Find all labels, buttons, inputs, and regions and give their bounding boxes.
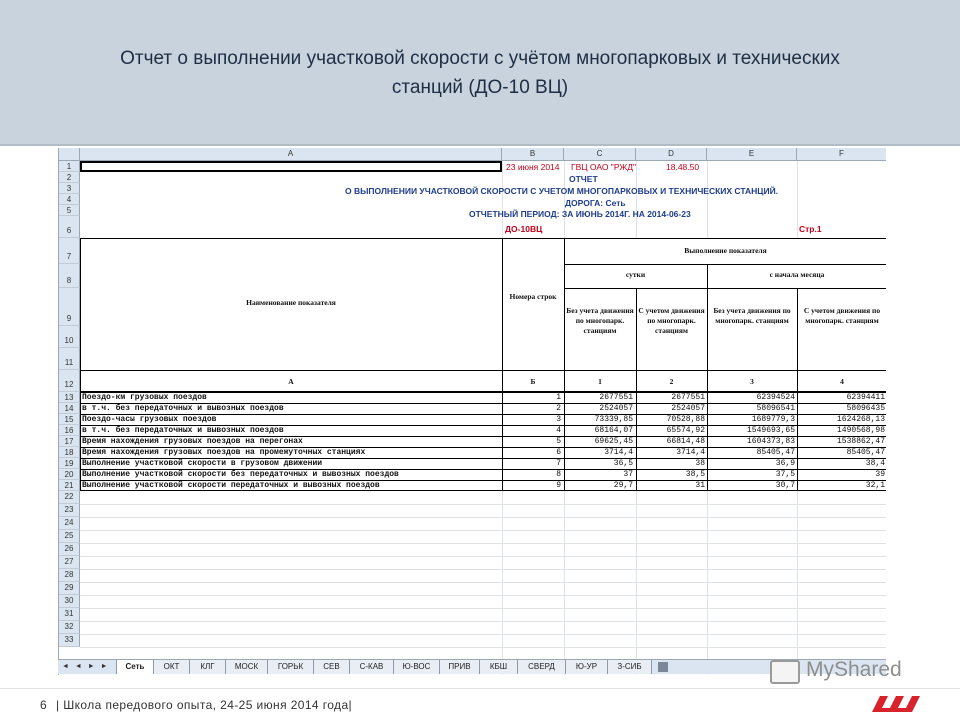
header-month-no-multipark: Без учета движения по многопарк. станциям (713, 306, 791, 325)
title-band (0, 0, 960, 146)
table-cell: 65574,92 (666, 426, 705, 435)
footer-text: | Школа передового опыта, 24-25 июня 2014 года| (56, 698, 353, 712)
table-cell: 69625,45 (594, 437, 633, 446)
report-period: ОТЧЕТНЫЙ ПЕРИОД: ЗА ИЮНЬ 2014Г. НА 2014-06-23 (469, 209, 691, 219)
table-row-number: 8 (556, 470, 561, 479)
table-cell: 36,5 (613, 459, 633, 468)
column-header-d[interactable]: D (636, 148, 707, 161)
row-number[interactable]: 2 (59, 172, 80, 183)
report-page: Стр.1 (799, 224, 822, 234)
watermark-icon (770, 660, 800, 684)
row-number[interactable]: 9 (59, 288, 80, 326)
header-day-no-multipark: Без учета движения по многопарк. станциям (566, 306, 634, 335)
header-col-3: 3 (750, 377, 754, 386)
row-number[interactable]: 1 (59, 161, 80, 172)
table-row-name: Время нахождения грузовых поездов на промежуточных станциях (82, 448, 366, 457)
row-number[interactable]: 31 (59, 608, 80, 621)
row-number[interactable]: 32 (59, 621, 80, 634)
report-time: 18.48.50 (666, 162, 700, 172)
table-cell: 38 (695, 459, 705, 468)
header-letter-b: Б (530, 377, 536, 386)
column-header-f[interactable]: F (797, 148, 886, 161)
table-cell: 58096541 (756, 404, 795, 413)
table-cell: 1624268,13 (836, 415, 885, 424)
header-performance: Выполнение показателя (684, 246, 767, 255)
table-row-name: Выполнение участковой скорости в грузовом движении (82, 459, 323, 468)
table-row-name: в т.ч. без передаточных и вывозных поездов (82, 426, 284, 435)
row-number[interactable]: 11 (59, 348, 80, 370)
row-number[interactable]: 12 (59, 370, 80, 392)
report-heading: ОТЧЕТ (569, 174, 598, 184)
table-cell: 32,1 (865, 481, 885, 490)
table-row-name: Поездо-часы грузовых поездов (82, 415, 217, 424)
table-cell: 1490568,98 (836, 426, 885, 435)
row-number[interactable]: 4 (59, 194, 80, 205)
table-cell: 1549693,65 (746, 426, 795, 435)
tab-sev[interactable]: СЕВ (314, 660, 350, 674)
header-indicator-name: Наименование показателя (246, 298, 336, 307)
column-header-c[interactable]: C (564, 148, 636, 161)
table-cell: 62394411 (846, 393, 885, 402)
slide-title-line-1: Отчет о выполнении участковой скорости с учётом многопарковых и технических (120, 48, 840, 69)
row-number[interactable]: 20 (59, 469, 80, 480)
table-cell: 2677551 (671, 393, 705, 402)
row-number[interactable]: 15 (59, 414, 80, 425)
tab-yu-ur[interactable]: Ю-УР (566, 660, 608, 674)
header-month-with-multipark: С учетом движения по многопарк. станциям (803, 306, 881, 325)
row-number[interactable]: 18 (59, 447, 80, 458)
row-number[interactable]: 13 (59, 392, 80, 403)
column-header-a[interactable]: A (80, 148, 502, 161)
table-cell: 66814,48 (666, 437, 705, 446)
row-number[interactable]: 19 (59, 458, 80, 469)
table-cell: 73339,85 (594, 415, 633, 424)
table-row-name: Выполнение участковой скорости без передаточных и вывозных поездов (82, 470, 399, 479)
table-row-number: 1 (556, 393, 561, 402)
table-cell: 85405,47 (846, 448, 885, 457)
table-cell: 2524057 (599, 404, 633, 413)
row-number[interactable]: 7 (59, 238, 80, 264)
tab-sverd[interactable]: СВЕРД (518, 660, 566, 674)
header-month: с начала месяца (769, 270, 825, 279)
tab-klg[interactable]: КЛГ (190, 660, 226, 674)
table-cell: 38,4 (865, 459, 885, 468)
table-cell: 31 (695, 481, 705, 490)
tab-yu-vos[interactable]: Ю-ВОС (394, 660, 440, 674)
table-row-number: 3 (556, 415, 561, 424)
row-number[interactable]: 29 (59, 582, 80, 595)
table-cell: 1538862,47 (836, 437, 885, 446)
row-number[interactable]: 23 (59, 504, 80, 517)
column-header-b[interactable]: B (502, 148, 564, 161)
tab-mosk[interactable]: МОСК (226, 660, 268, 674)
row-number[interactable]: 25 (59, 530, 80, 543)
row-number[interactable]: 14 (59, 403, 80, 414)
row-number[interactable]: 3 (59, 183, 80, 194)
table-row-name: Время нахождения грузовых поездов на перегонах (82, 437, 303, 446)
table-cell: 30,7 (775, 481, 795, 490)
slide-title-line-2: станций (ДО-10 ВЦ) (391, 77, 569, 98)
row-number[interactable]: 8 (59, 264, 80, 288)
header-col-1: 1 (598, 377, 602, 386)
header-col-4: 4 (840, 377, 844, 386)
table-cell: 37,5 (775, 470, 795, 479)
table-cell: 39 (875, 470, 885, 479)
table-cell: 85405,47 (756, 448, 795, 457)
select-all-corner[interactable] (59, 148, 80, 161)
row-number[interactable]: 33 (59, 634, 80, 647)
tab-priv[interactable]: ПРИВ (440, 660, 480, 674)
header-row-numbers: Номера строк (509, 292, 557, 301)
table-row-number: 5 (556, 437, 561, 446)
tab-okt[interactable]: ОКТ (154, 660, 190, 674)
table-cell: 37 (623, 470, 633, 479)
active-cell[interactable] (80, 161, 502, 172)
table-cell: 2524057 (671, 404, 705, 413)
row-number[interactable]: 22 (59, 491, 80, 504)
table-row-name: в т.ч. без передаточных и вывозных поездов (82, 404, 284, 413)
table-cell: 29,7 (613, 481, 633, 490)
table-cell: 2677551 (599, 393, 633, 402)
report-org: ГВЦ ОАО "РЖД" (571, 162, 637, 172)
table-cell: 36,9 (775, 459, 795, 468)
row-number[interactable]: 10 (59, 326, 80, 348)
sheet-nav-buttons[interactable]: ◄ ◄ ► ► (62, 663, 110, 670)
table-cell: 3714,4 (676, 448, 705, 457)
row-number[interactable]: 30 (59, 595, 80, 608)
header-col-2: 2 (669, 377, 674, 386)
tab-s-kav[interactable]: С-КАВ (350, 660, 394, 674)
page-number: 6 (40, 698, 47, 712)
row-number[interactable]: 17 (59, 436, 80, 447)
tab-z-sib[interactable]: З-СИБ (608, 660, 652, 674)
column-header-e[interactable]: E (707, 148, 797, 161)
row-number[interactable]: 5 (59, 205, 80, 216)
table-row-name: Выполнение участковой скорости передаточных и вывозных поездов (82, 481, 380, 490)
table-cell: 3714,4 (604, 448, 633, 457)
report-road: ДОРОГА: Сеть (565, 198, 626, 208)
table-cell: 70528,88 (666, 415, 705, 424)
spreadsheet[interactable] (58, 148, 886, 675)
slide-footer (0, 688, 960, 720)
row-number[interactable]: 21 (59, 480, 80, 491)
row-number[interactable]: 27 (59, 556, 80, 569)
table-row-number: 4 (556, 426, 561, 435)
table-cell: 38,5 (685, 470, 705, 479)
row-number[interactable]: 6 (59, 216, 80, 238)
row-number[interactable]: 16 (59, 425, 80, 436)
table-cell: 1604373,83 (746, 437, 795, 446)
table-cell: 62394524 (756, 393, 795, 402)
tab-set[interactable]: Сеть (116, 660, 154, 674)
sheet-tab-bar (58, 659, 886, 674)
table-row-number: 2 (556, 404, 561, 413)
rzd-logo-icon (868, 692, 924, 716)
header-day-with-multipark: С учетом движения по многопарк. станциям (638, 306, 705, 335)
tab-scroll-handle[interactable] (658, 662, 668, 672)
table-row-number: 9 (556, 481, 561, 490)
row-number[interactable]: 28 (59, 569, 80, 582)
table-row-name: Поездо-км грузовых поездов (82, 393, 207, 402)
report-date: 23 июня 2014 (506, 162, 560, 172)
row-number[interactable]: 24 (59, 517, 80, 530)
row-number[interactable]: 26 (59, 543, 80, 556)
slide-title (40, 44, 920, 102)
table-cell: 58096435 (846, 404, 885, 413)
report-subject: О ВЫПОЛНЕНИИ УЧАСТКОВОЙ СКОРОСТИ С УЧЕТОМ МНОГОПАРКОВЫХ И ТЕХНИЧЕСКИХ СТАНЦИЙ. (345, 186, 779, 196)
watermark-text: MyShared (806, 658, 902, 681)
header-letter-a: А (288, 377, 294, 386)
table-row-number: 6 (556, 448, 561, 457)
report-form: ДО-10ВЦ (505, 224, 543, 234)
tab-kbsh[interactable]: КБШ (480, 660, 518, 674)
table-row-number: 7 (556, 459, 561, 468)
table-cell: 1689779,3 (751, 415, 795, 424)
column-header-row (59, 148, 886, 161)
tab-gork[interactable]: ГОРЬК (268, 660, 314, 674)
header-day: сутки (625, 270, 646, 279)
table-cell: 68164,07 (594, 426, 633, 435)
